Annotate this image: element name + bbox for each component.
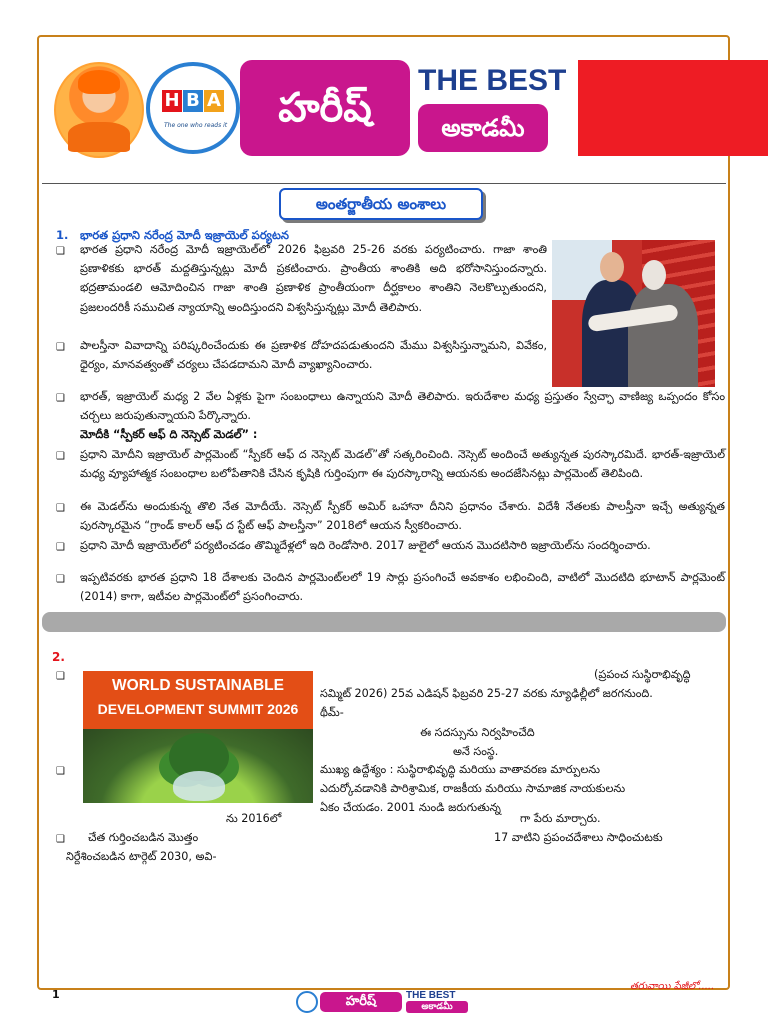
topic2-line-2: సమ్మిట్ 2026) 25వ ఎడిషన్ ఫిబ్రవరి 25-27 వరకు న్యూఢిల్లీలో జరగనుంది. xyxy=(320,687,653,700)
bullet-icon xyxy=(56,393,65,404)
brand-the-best: THE BEST xyxy=(418,64,567,97)
topic2-line-3: థీమ్- xyxy=(320,706,344,719)
summit-banner-line1: WORLD SUSTAINABLE xyxy=(112,677,284,694)
bullet-icon xyxy=(56,542,65,553)
topic2-number: 2. xyxy=(52,650,65,664)
brand-name: హరీష్ xyxy=(240,60,410,156)
photo-head-1 xyxy=(600,252,624,282)
brand-academy: అకాడమీ xyxy=(418,104,548,152)
photo-person-2 xyxy=(628,284,698,387)
academy-logo xyxy=(146,60,730,156)
page-number: 1 xyxy=(52,988,60,1001)
vivekananda-portrait xyxy=(54,62,144,158)
bullet-icon xyxy=(56,671,65,682)
topic2-line-6: ముఖ్య ఉద్దేశ్యం : సుస్థిరాభివృద్ధి మరియు వాతావరణ మార్పులను xyxy=(320,763,600,776)
topic1-number: 1. xyxy=(56,228,69,242)
photo-head-2 xyxy=(642,260,666,290)
robe-shape xyxy=(68,122,130,152)
topic1-para-5: ఈ మెడల్‌ను అందుకున్న తొలి నేత మోదీయే. నెస్సెట్ స్పీకర్ అమిర్ ఒహానా దీనిని ప్రధానం చేశారు. విదేశీ నేతలకు పాలస్తీనా ఇచ్చే అత్యున్నత పురస్కారమైన “గ్రాండ్ కాలర్ ఆఫ్ ద స్టేట్ ఆఫ్ పాలస్తీనా” 2018లో ఆయన స్వీకరించారు. xyxy=(80,500,725,533)
footer-brand-the-best: THE BEST xyxy=(406,990,456,1001)
footer-brand-academy: అకాడమీ xyxy=(406,1001,468,1013)
footer-brand-name: హరీష్ xyxy=(320,992,402,1012)
bullet-icon xyxy=(56,503,65,514)
logo-letters xyxy=(162,90,225,112)
bullet-icon xyxy=(56,766,65,777)
medal-subhead: మోదీకి “స్పీకర్ ఆఫ్ ది నెస్సెట్ మెడల్” : xyxy=(80,428,258,441)
topic2-line-1: (ప్రపంచ సుస్థిరాభివృద్ధి xyxy=(594,668,691,681)
bullet-icon xyxy=(56,342,65,353)
bullet-icon xyxy=(56,246,65,257)
bullet-icon xyxy=(56,451,65,462)
topic2-line-9a: ను 2016లో xyxy=(226,812,282,825)
bullet-icon xyxy=(56,574,65,585)
bullet-icon xyxy=(56,834,65,845)
header xyxy=(42,40,726,180)
topic2-line-10a: చేత గుర్తించబడిన మొత్తం xyxy=(88,831,199,844)
footer-logo-emblem xyxy=(296,991,318,1013)
continued-note: తరువాయి పేజీలో..... xyxy=(630,981,715,992)
logo-tagline: The one who reads it xyxy=(164,122,228,129)
topic1-para-1: భారత ప్రధాని నరేంద్ర మోదీ ఇజ్రాయెల్‌లో 2026 ఫిబ్రవరి 25-26 వరకు పర్యటించారు. గాజా శాంతి ప్రణాళికకు భారత్ మద్దతిస్తున్నట్లు మోదీ ప్రకటించారు. ప్రాంతీయ శాంతికి అది భరోసానిస్తుందన్నారు. భద్రతామండలి ఆమోదించిన గాజా శాంతి ప్రణాళిక ప్రాంతీయంగా దీర్ఘకాలం శాంతిని నెలకొల్పుతుందని, ప్రజలందరికీ సముచిత న్యాయాన్ని అందిస్తుందని విశ్వసిస్తున్నట్లు మోదీ తెలిపారు. xyxy=(80,243,547,314)
topic2-line-4: ఈ సదస్సును నిర్వహించేది xyxy=(420,726,535,739)
topic1-para-3: భారత్, ఇజ్రాయెల్ మధ్య 2 వేల ఏళ్లకు పైగా సంబంధాలు ఉన్నాయని మోదీ తెలిపారు. ఇరుదేశాల మధ్య ప్రస్తుతం స్వేచ్ఛా వాణిజ్య ఒప్పందం కోసం చర్చలు జరుపుతున్నాయని పేర్కొన్నారు. xyxy=(80,390,725,423)
logo-letter-b: B xyxy=(183,90,203,112)
logo-letter-h: H xyxy=(162,90,182,112)
topic1-para-7: ఇప్పటివరకు భారత ప్రధాని 18 దేశాలకు చెందిన పార్లమెంట్‌లలో 19 సార్లు ప్రసంగించే అవకాశం లభించింది, వాటిలో మొదటిది భూటాన్ పార్లమెంట్ (2014) కాగా, ఇటీవల పార్లమెంట్‌లో ప్రసంగించారు. xyxy=(80,571,725,604)
section-title: అంతర్జాతీయ అంశాలు xyxy=(279,188,483,220)
topic1-title: భారత ప్రధాని నరేంద్ర మోదీ ఇజ్రాయెల్ పర్యటన xyxy=(80,228,289,242)
topic2-line-10b: 17 వాటిని ప్రపంచదేశాలు సాధించుటకు xyxy=(494,831,663,844)
section-divider-bar xyxy=(42,612,726,632)
topic2-line-5: అనే సంస్థ. xyxy=(453,745,499,758)
footer-logo xyxy=(296,991,472,1013)
summit-banner-image xyxy=(83,671,313,803)
glass-globe-illustration xyxy=(173,771,225,801)
turban-shape xyxy=(78,70,120,94)
modi-netanyahu-photo xyxy=(552,240,715,387)
red-banner xyxy=(578,60,768,156)
logo-letter-a: A xyxy=(204,90,224,112)
topic2-line-9b: గా పేరు మార్చారు. xyxy=(520,812,601,825)
topic2-line-7: ఎదుర్కోవడానికి పారిశ్రామిక, రాజకీయ మరియు సామాజిక నాయకులను xyxy=(320,782,626,795)
summit-banner-line2: DEVELOPMENT SUMMIT 2026 xyxy=(97,701,299,717)
topic1-para-4: ప్రధాని మోదీని ఇజ్రాయెల్ పార్లమెంట్ “స్పీకర్ ఆఫ్ ద నెస్సెట్ మెడల్”తో సత్కరించింది. నెస్సెట్ అందించే అత్యున్నత పురస్కారమిదే. భారత్-ఇజ్రాయెల్ మధ్య వ్యూహాత్మక సంబంధాల బలోపేతానికి చేసిన కృషికి గుర్తింపుగా ఈ పురస్కారాన్ని ఆయనకు అందజేసినట్లు పార్లమెంట్ తెలిపింది. xyxy=(80,448,725,481)
header-divider xyxy=(42,183,726,184)
topic2-line-8: ఏకం చేయడం. 2001 నుండి జరుగుతున్న xyxy=(320,801,501,814)
topic2-line-11: నిర్దేశించబడిన టార్గెట్ 2030, అవి- xyxy=(66,850,217,863)
logo-emblem xyxy=(146,62,240,154)
topic1-para-2: పాలస్తీనా వివాదాన్ని పరిష్కరించేందుకు ఈ ప్రణాళిక దోహదపడుతుందని మేము విశ్వసిస్తున్నామని, వివేకం, ధైర్యం, మానవత్వంతో చర్యలు చేపడదామని మోదీ వ్యాఖ్యానించారు. xyxy=(80,339,547,372)
topic1-para-6: ప్రధాని మోదీ ఇజ్రాయెల్‌లో పర్యటించడం తొమ్మిదేళ్లలో ఇది రెండోసారి. 2017 జులైలో ఆయన మొదటిసారి ఇజ్రాయెల్‌ను సందర్శించారు. xyxy=(80,539,651,552)
